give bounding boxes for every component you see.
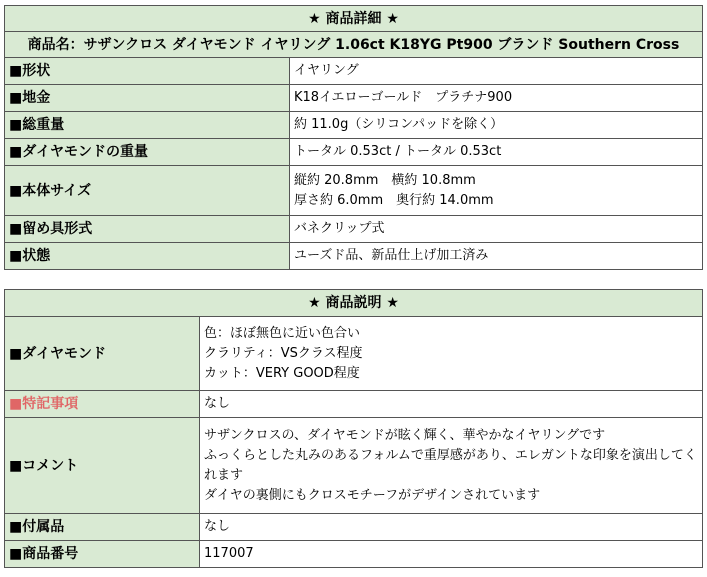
detail-label-metal: ■地金 (5, 85, 290, 112)
detail-value-size (290, 166, 703, 216)
detail-label-diamond-weight: ■ダイヤモンドの重量 (5, 139, 290, 166)
description-value-comment (200, 418, 703, 514)
comment-line-1: サザンクロスの、ダイヤモンドが眩く輝く、華やかなイヤリングです (204, 427, 606, 443)
product-description-table (4, 289, 703, 568)
detail-value-clasp: バネクリップ式 (290, 216, 703, 243)
detail-label-condition: ■状態 (5, 243, 290, 270)
diamond-color: 色：ほぼ無色に近い色合い (204, 325, 361, 341)
diamond-cut: カット：VERY GOOD程度 (204, 365, 360, 381)
diamond-clarity: クラリティ：VSクラス程度 (204, 345, 363, 361)
description-label-product-number: ■商品番号 (5, 541, 200, 568)
detail-title: ★ 商品詳細 ★ (5, 6, 703, 32)
product-name: 商品名：サザンクロス ダイヤモンド イヤリング 1.06ct K18YG Pt900 ブランド Southern Cross (5, 32, 703, 58)
detail-label-shape: ■形状 (5, 58, 290, 85)
product-detail-table (4, 5, 703, 270)
detail-value-diamond-weight: トータル 0.53ct / トータル 0.53ct (290, 139, 703, 166)
description-label-accessories: ■付属品 (5, 514, 200, 541)
detail-label-weight: ■総重量 (5, 112, 290, 139)
comment-line-3: ダイヤの裏側にもクロスモチーフがデザインされています (204, 487, 541, 503)
size-line-1: 縦約 20.8mm 横約 10.8mm (294, 172, 476, 188)
description-value-product-number: 117007 (200, 541, 703, 568)
detail-value-shape: イヤリング (290, 58, 703, 85)
comment-line-2: ふっくらとした丸みのあるフォルムで重厚感があり、エレガントな印象を演出してくれます (204, 447, 697, 483)
detail-value-condition: ユーズド品、新品仕上げ加工済み (290, 243, 703, 270)
description-label-comment: ■コメント (5, 418, 200, 514)
description-label-notes: ■特記事項 (5, 391, 200, 418)
description-label-diamond: ■ダイヤモンド (5, 317, 200, 391)
description-title: ★ 商品説明 ★ (5, 290, 703, 317)
detail-label-clasp: ■留め具形式 (5, 216, 290, 243)
size-line-2: 厚さ約 6.0mm 奥行約 14.0mm (294, 192, 494, 208)
description-value-notes: なし (200, 391, 703, 418)
description-value-accessories: なし (200, 514, 703, 541)
description-value-diamond (200, 317, 703, 391)
detail-value-metal: K18イエローゴールド プラチナ900 (290, 85, 703, 112)
detail-value-weight: 約 11.0g（シリコンパッドを除く） (290, 112, 703, 139)
detail-label-size: ■本体サイズ (5, 166, 290, 216)
